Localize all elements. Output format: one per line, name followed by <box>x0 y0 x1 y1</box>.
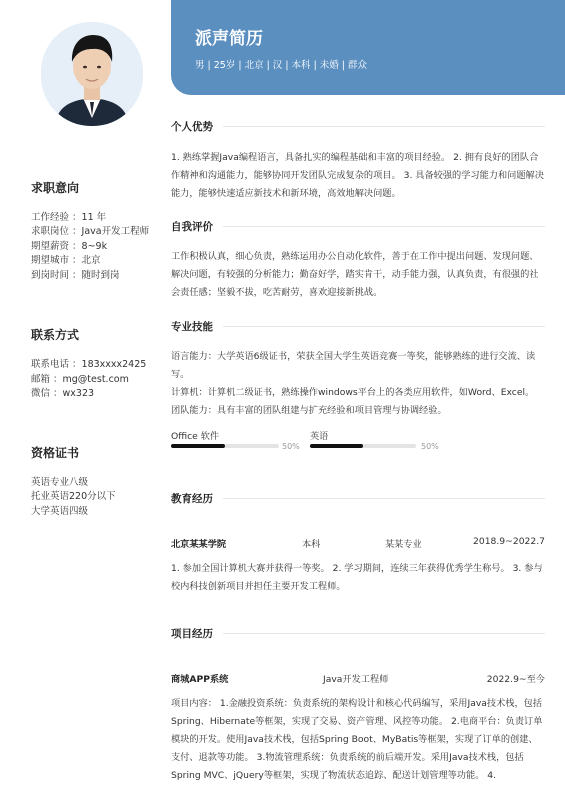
section-divider <box>223 498 545 499</box>
education-text: 1. 参加全国计算机大赛并获得一等奖。 2. 学习期间，连续三年获得优秀学生称号。 3. 参与校内科技创新项目并担任主要开发工程师。 <box>171 563 543 592</box>
section-divider <box>223 226 545 227</box>
projects-title: 项目经历 <box>171 628 213 640</box>
skills-language: 语言能力：大学英语6级证书，荣获全国大学生英语竞赛一等奖，能够熟练的进行交流、读写。 <box>171 351 536 380</box>
education-major: 某某专业 <box>385 539 422 550</box>
education-school: 北京某某学院 <box>171 539 227 550</box>
skill-bar-percent: 50% <box>282 442 300 451</box>
education-period: 2018.9~2022.7 <box>473 536 545 547</box>
section-divider <box>223 326 545 327</box>
skills-title: 专业技能 <box>171 321 213 333</box>
skill-bar-percent: 50% <box>421 442 439 451</box>
self-eval-title: 自我评价 <box>171 221 213 233</box>
contact-email: 邮箱 ：mg@test.com <box>31 374 129 385</box>
avatar-photo-icon <box>41 22 143 126</box>
skill-bar-fill <box>171 444 225 448</box>
skill-bar-fill <box>310 444 363 448</box>
self-eval-text: 工作积极认真，细心负责，熟练运用办公自动化软件，善于在工作中提出问题、发现问题、解决问题，有较强的分析能力；勤奋好学，踏实肯干，动手能力强，认真负责，有很强的社会责任感；坚毅不拔，吃苦耐劳，喜欢迎接新挑战。 <box>171 251 539 298</box>
project-role: Java开发工程师 <box>323 674 389 685</box>
cert-item: 托业英语220分以下 <box>31 491 116 502</box>
cert-item: 大学英语四级 <box>31 506 89 517</box>
skill-bar-english <box>310 444 416 448</box>
section-divider <box>223 126 545 127</box>
intention-city: 期望城市 ：北京 <box>31 255 101 266</box>
skills-computer: 计算机：计算机二级证书，熟练操作windows平台上的各类应用软件，如Word、Excel。 <box>171 387 535 398</box>
intention-availability: 到岗时间 ：随时到岗 <box>31 270 120 281</box>
intention-position: 求职岗位 ：Java开发工程师 <box>31 226 150 237</box>
section-divider <box>223 633 545 634</box>
skills-team: 团队能力：具有丰富的团队组建与扩充经验和项目管理与协调经验。 <box>171 405 447 416</box>
advantages-title: 个人优势 <box>171 121 213 133</box>
intention-salary: 期望薪资 ：8~9k <box>31 241 108 252</box>
profile-meta: 男 | 25岁 | 北京 | 汉 | 本科 | 未婚 | 群众 <box>195 60 368 71</box>
project-period: 2022.9~至今 <box>486 674 545 685</box>
cert-item: 英语专业八级 <box>31 477 89 488</box>
avatar <box>41 22 143 126</box>
skill-bar-label: Office 软件 <box>171 431 220 442</box>
advantages-text: 1. 熟练掌握Java编程语言，具备扎实的编程基础和丰富的项目经验。 2. 拥有良好的团队合作精神和沟通能力，能够协同开发团队完成复杂的项目。 3. 具备较强的学习能力和问题解决能力，能够快速适应新技术和新环境，高效地解决问题。 <box>171 152 544 199</box>
skill-bar-label: 英语 <box>310 431 329 442</box>
sidebar <box>0 0 171 800</box>
header-banner <box>171 0 565 95</box>
education-title: 教育经历 <box>171 493 213 505</box>
intention-title: 求职意向 <box>31 181 80 195</box>
contact-title: 联系方式 <box>31 328 80 342</box>
contact-phone: 联系电话 ：183xxxx2425 <box>31 359 147 370</box>
contact-wechat: 微信 ：wx323 <box>31 388 95 399</box>
certs-title: 资格证书 <box>31 446 80 460</box>
skill-bar-office <box>171 444 279 448</box>
resume-name: 派声简历 <box>195 29 263 49</box>
intention-experience: 工作经验 ：11 年 <box>31 212 107 223</box>
project-name: 商城APP系统 <box>171 674 229 685</box>
project-text: 项目内容： 1.金融投资系统：负责系统的架构设计和核心代码编写，采用Java技术栈，包括Spring、Hibernate等框架，实现了交易、资产管理、风控等功能。 2.电商平台：负责订单模块的开发。使用Java技术栈，包括Spring Boot、MyBatis等框架，实现了订单的创建、支付、退款等功能。 3.物流管理系统：负责系统的前后端开发。采用Java技术栈，包括Spring MVC、jQuery等框架，实现了物流状态追踪、配送计划管理等功能。 4. <box>171 698 543 781</box>
education-degree: 本科 <box>302 539 321 550</box>
